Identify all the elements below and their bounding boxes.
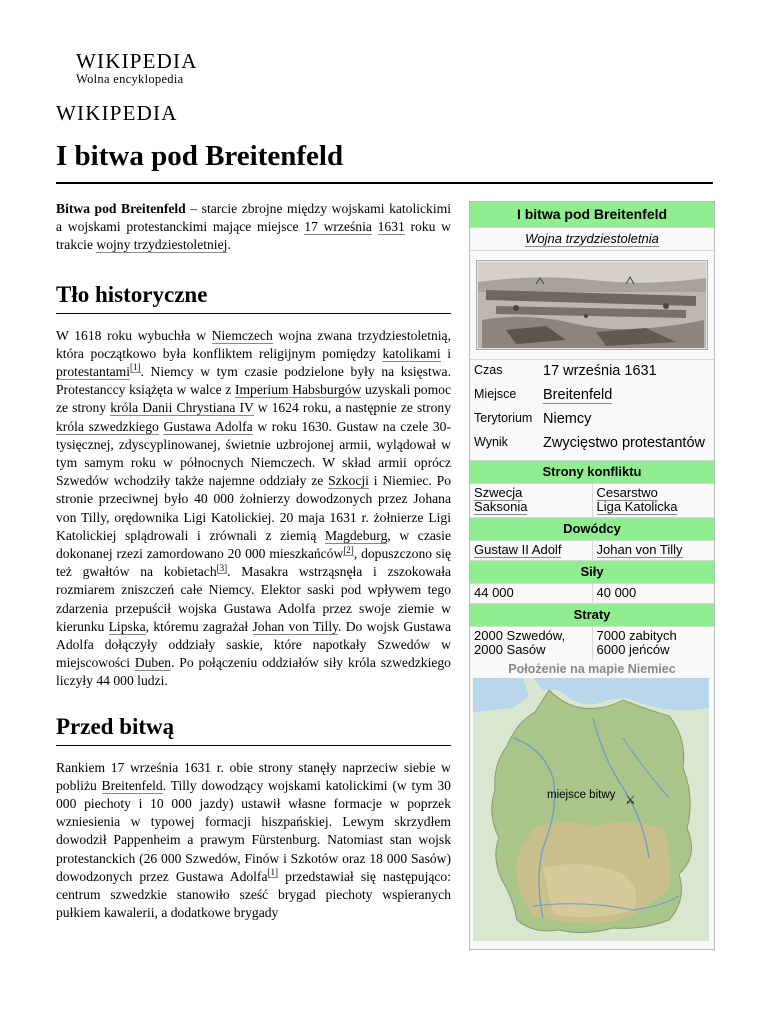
- infobox-row-terytorium: Terytorium Niemcy: [474, 411, 592, 427]
- link-katolikami[interactable]: katolikami: [382, 345, 441, 361]
- link-imperium-habsburgow[interactable]: Imperium Habsburgów: [234, 382, 362, 398]
- infobox-row-czas: Czas 17 września 1631: [474, 363, 657, 379]
- battle-engraving-illustration: [476, 260, 708, 350]
- link-magdeburg[interactable]: Magdeburg: [324, 527, 388, 543]
- infobox-row-wynik: Wynik Zwycięstwo protestantów: [474, 435, 705, 451]
- reference-1[interactable]: [1]: [130, 362, 141, 373]
- link-17-wrzesnia[interactable]: 17 września: [304, 219, 372, 235]
- infobox: [469, 201, 715, 950]
- link-1631[interactable]: 1631: [377, 219, 405, 235]
- link-gustawa-adolfa[interactable]: Gustawa Adolfa: [163, 418, 253, 434]
- infobox-section-strony: Strony konfliktu: [470, 460, 714, 484]
- reference-2[interactable]: [2]: [343, 544, 354, 555]
- infobox-section-dowodcy: Dowódcy: [470, 517, 714, 541]
- wikipedia-wordmark: WIKIPEDIA: [56, 101, 178, 125]
- link-szwecja[interactable]: Szwecja: [474, 485, 523, 500]
- link-johan-von-tilly[interactable]: Johan von Tilly: [596, 542, 683, 557]
- link-gustaw-ii-adolf[interactable]: Gustaw II Adolf: [474, 542, 562, 557]
- intro-paragraph: Bitwa pod Breitenfeld – starcie zbrojne między wojskami katolickimi a wojskami protestanckimi mające miejsce 17 września 1631 roku w trakcie wojny trzydziestoletniej.: [56, 201, 451, 253]
- title-divider: [56, 182, 713, 184]
- link-cesarstwo[interactable]: Cesarstwo: [596, 485, 658, 500]
- link-wojna-trzydziestoletnia[interactable]: wojny trzydziestoletniej: [96, 237, 228, 253]
- link-duben[interactable]: Duben: [134, 655, 172, 671]
- link-saksonia[interactable]: Saksonia: [474, 499, 528, 514]
- przed-paragraph: Rankiem 17 września 1631 r. obie strony stanęły naprzeciw siebie w pobliżu Breitenfeld. Tilly dowodzący wojskami katolickimi (w tym 30 000 piechoty i 10 000 jazdy) ustawił własne formacje w poprzek wzniesienia w typowej formacji hiszpańskiej. Lewym skrzydłem dowodził Pappenheim a prawym Fürstenburg. Natomiast stan wojsk protestanckich (26 000 Szwedów, Finów i Szkotów oraz 18 000 Sasów) dowodzonych przez Gustawa Adolfa[1] przedstawiał się następująco: centrum szwedzkie stanowiło sześć brygad piechoty wspieranych pułkiem kawalerii, a dodatkowe brygady: [56, 759, 451, 921]
- link-niemcy[interactable]: Niemczech: [211, 327, 273, 343]
- infobox-losses: 2000 Szwedów, 2000 Sasów 7000 zabitych 6000 jeńców: [470, 627, 714, 660]
- logo-tagline: Wolna encyklopedia: [76, 72, 184, 86]
- article-body: [56, 200, 451, 923]
- link-krol-danii[interactable]: króla Danii Chrystiana IV: [110, 400, 254, 416]
- intro-bold-term: Bitwa pod Breitenfeld: [56, 201, 186, 216]
- germany-location-map[interactable]: [473, 678, 711, 941]
- battle-engraving-image[interactable]: [470, 251, 714, 360]
- infobox-row-miejsce: Miejsce Breitenfeld: [474, 387, 613, 403]
- battle-crossed-swords-icon: ⚔: [625, 793, 636, 807]
- infobox-war-link[interactable]: Wojna trzydziestoletnia: [470, 228, 714, 251]
- link-breitenfeld[interactable]: Breitenfeld: [543, 387, 613, 403]
- link-johan-von-tilly[interactable]: Johan von Tilly: [252, 618, 339, 634]
- link-lipska[interactable]: Lipska: [108, 618, 146, 634]
- infobox-sides: [470, 484, 714, 517]
- link-breitenfeld[interactable]: Breitenfeld: [101, 777, 163, 793]
- map-battle-label: miejsce bitwy: [547, 789, 616, 801]
- infobox-section-straty: Straty: [470, 603, 714, 627]
- wikipedia-logo[interactable]: [76, 50, 198, 86]
- reference-3[interactable]: [3]: [216, 562, 228, 573]
- section-heading-tlo: Tło historyczne: [56, 281, 208, 307]
- map-title: Położenie na mapie Niemiec: [508, 662, 676, 676]
- link-szkocji[interactable]: Szkocji: [328, 473, 369, 489]
- link-protestantami[interactable]: protestantami: [56, 364, 130, 380]
- infobox-title: I bitwa pod Breitenfeld: [470, 202, 714, 228]
- infobox-forces: 44 000 40 000: [470, 584, 714, 603]
- link-liga-katolicka[interactable]: Liga Katolicka: [596, 499, 678, 514]
- infobox-commanders: [470, 541, 714, 560]
- section-heading-przed: Przed bitwą: [56, 713, 175, 739]
- infobox-section-sily: Siły: [470, 560, 714, 584]
- germany-map-illustration: [473, 678, 709, 941]
- tlo-paragraph: W 1618 roku wybuchła w Niemczech wojna zwana trzydziestoletnią, która początkowo była konfliktem religijnym pomiędzy katolikami i protestantami[1]. Niemcy w tym czasie podzielone były na księstwa. Protestanccy książęta w walce z Imperium Habsburgów uzyskali pomoc ze strony króla Danii Chrystiana IV w 1624 roku, a następnie ze strony króla szwedzkiego Gustawa Adolfa w roku 1630. Gustaw na czele 30-tysięcznej, zdyscyplinowanej, świetnie uzbrojonej armii, wylądował w tym samym roku w północnych Niemczech. W skład armii oprócz Szwedów wchodziły także najemne oddziały ze Szkocji i Niemiec. Po stronie przeciwnej było 40 000 żołnierzy dowodzonych przez Johana von Tilly, orędownika Ligi Katolickiej. 20 maja 1631 r. żołnierze Ligi Katolickiej splądrowali i zrównali z ziemią Magdeburg, w czasie dokonanej rzezi zamordowano 20 000 mieszkańców[2], dopuszczono się też gwałtów na kobietach[3]. Masakra wstrząsnęła i zszokowała rozmiarem zniszczeń całe Niemcy. Elektor saski pod wpływem tego zdarzenia przepuścił wojska Gustawa Adolfa przez swoje ziemie w kierunku Lipska, któremu zagrażał Johan von Tilly. Do wojsk Gustawa Adolfa dołączyły oddziały saskie, które napotkały Szwedów w miejscowości Duben. Po połączeniu oddziałów siły króla szwedzkiego liczyły 44 000 ludzi.: [56, 327, 452, 689]
- link-krola-szwedzkiego[interactable]: króla szwedzkiego: [56, 418, 159, 434]
- page-title: I bitwa pod Breitenfeld: [56, 140, 344, 172]
- logo-wordmark: WIKIPEDIA: [76, 49, 198, 73]
- reference-1[interactable]: [1]: [267, 867, 278, 878]
